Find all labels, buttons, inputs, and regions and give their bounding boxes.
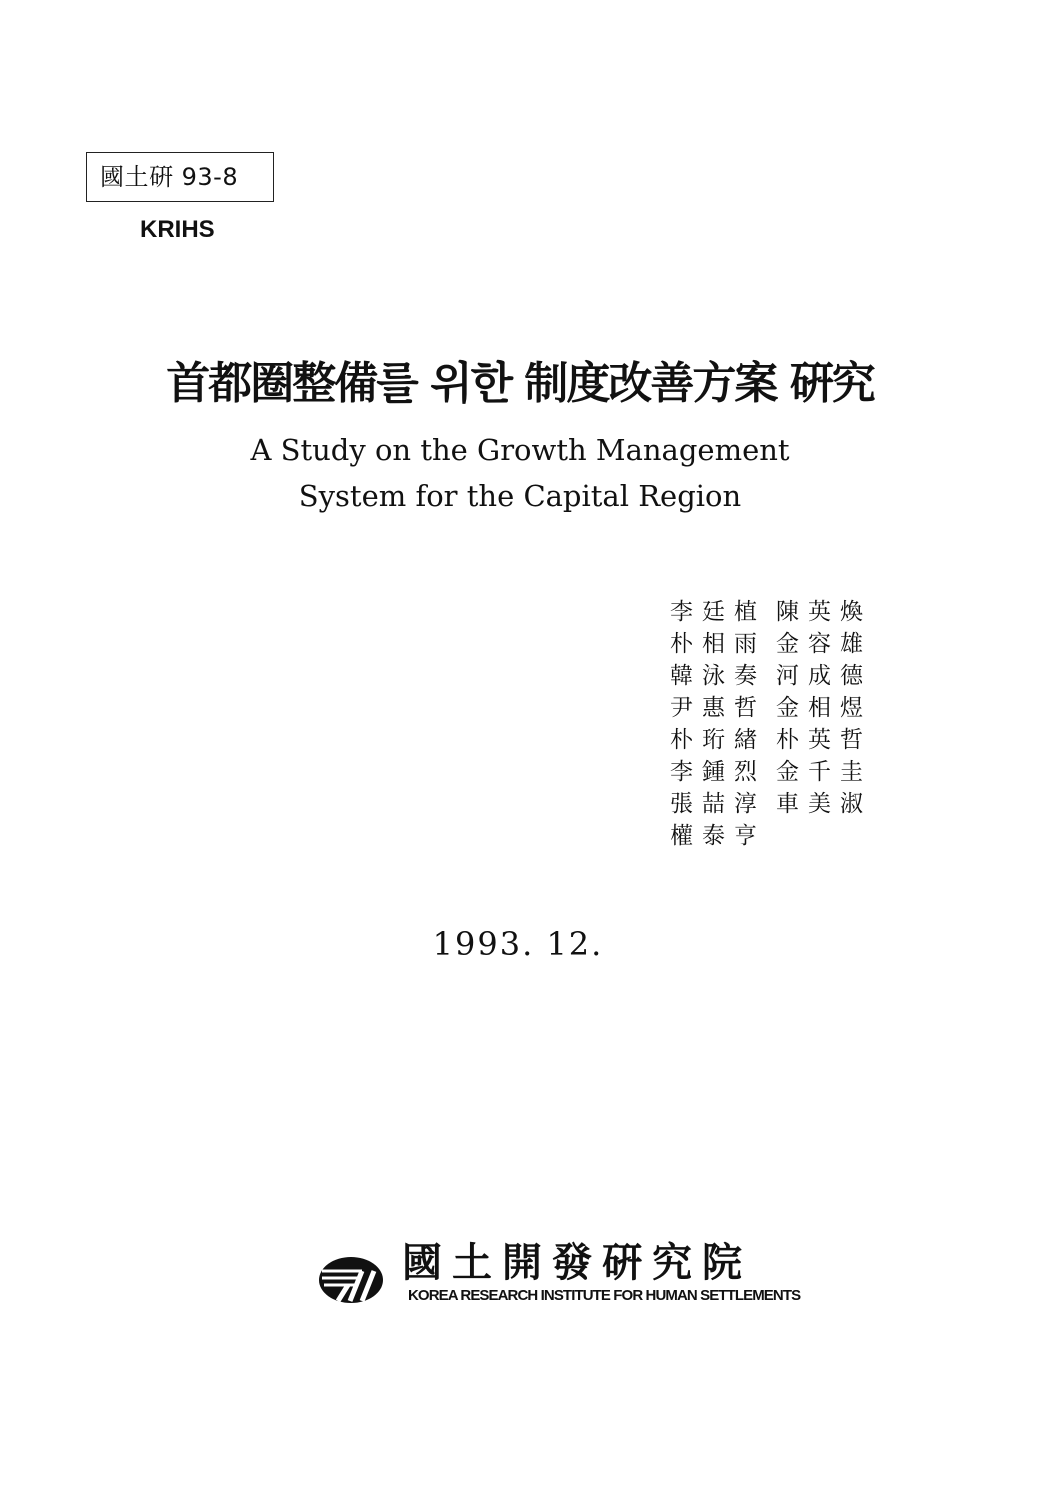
author-name: 李鍾烈	[670, 759, 766, 785]
title-block	[100, 355, 940, 519]
author-name: 河成德	[776, 663, 872, 689]
author-list	[670, 596, 876, 852]
author-name: 韓泳奏	[670, 663, 766, 689]
title-english	[100, 427, 940, 519]
author-name: 朴英哲	[776, 727, 872, 753]
author-name: 陳英煥	[776, 599, 872, 625]
author-name: 張喆淳	[670, 791, 766, 817]
author-name: 李廷植	[670, 599, 766, 625]
author-name: 尹惠哲	[670, 695, 766, 721]
report-number: 國土硏 93-8	[100, 163, 239, 191]
krihs-logo-icon	[318, 1255, 384, 1305]
publisher-name-english: KOREA RESEARCH INSTITUTE FOR HUMAN SETTLEMENTS	[408, 1287, 801, 1304]
author-name: 金相煜	[776, 695, 872, 721]
title-korean: 首都圈整備를 위한 制度改善方案 硏究	[166, 358, 874, 409]
author-name: 金容雄	[776, 631, 872, 657]
institute-abbreviation: KRIHS	[140, 216, 215, 243]
publication-date: 1993. 12.	[432, 925, 604, 963]
author-name: 朴相雨	[670, 631, 766, 657]
author-name: 金千圭	[776, 759, 872, 785]
author-name: 車美淑	[776, 791, 872, 817]
author-name: 朴珩緖	[670, 727, 766, 753]
title-english-line-1: A Study on the Growth Management	[250, 433, 790, 467]
author-name: 權泰亨	[670, 823, 766, 849]
publisher-name-chinese: 國土開發硏究院	[402, 1239, 752, 1286]
title-english-line-2: System for the Capital Region	[298, 479, 742, 513]
